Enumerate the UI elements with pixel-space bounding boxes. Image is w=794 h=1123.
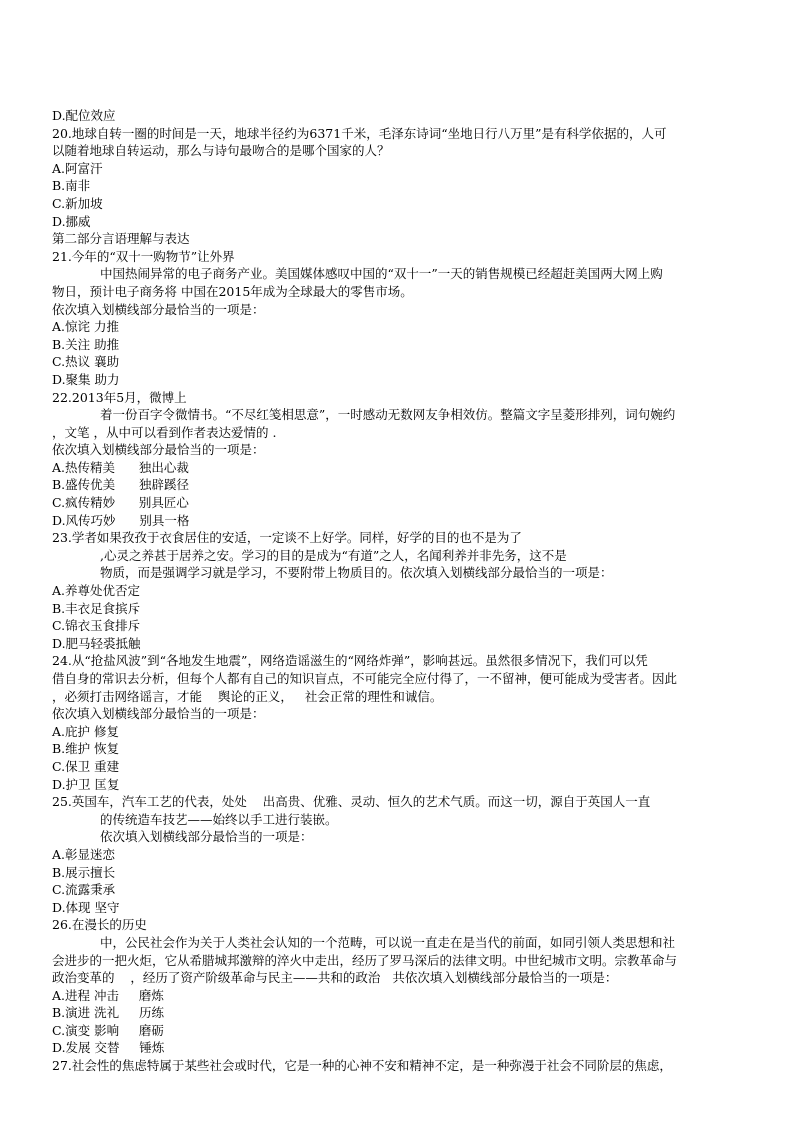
option-line: D.风传巧妙 别具一格: [52, 512, 190, 528]
option-line: A.阿富汗: [52, 160, 103, 176]
instruction-line: 依次填入划横线部分最恰当的一项是：: [52, 442, 265, 458]
question-line: 22.2013年5月，微博上: [52, 389, 187, 405]
passage-line: 着一份百字令微情书。“不尽红笺相思意”，一时感动无数网友争相效仿。整篇文字呈菱形排列，词句婉约: [100, 407, 676, 423]
passage-line: 的传统造车技艺——始终以手工进行装嵌。: [100, 811, 338, 827]
question-line: 23.学者如果孜孜于衣食居住的安适，一定谈不上好学。同样，好学的目的也不是为了: [52, 530, 522, 546]
option-line: C.热议 襄助: [52, 354, 120, 370]
question-line: 20.地球自转一圈的时间是一天，地球半径约为6371千米，毛泽东诗词“坐地日行八万里”是有科学依据的，人可: [52, 125, 667, 141]
option-line: B.展示擅长: [52, 864, 116, 880]
option-line: C.演变 影响 磨砺: [52, 1022, 164, 1038]
question-line: 以随着地球自转运动，那么与诗句最吻合的是哪个国家的人？: [52, 143, 390, 159]
option-line: D.体现 坚守: [52, 899, 120, 915]
passage-line: 会进步的一把火炬，它从希腊城邦激辩的淬火中走出，经历了罗马深后的法律文明。中世纪城市文明。宗教革命与: [52, 952, 678, 968]
passage-line: 中国热闹异常的电子商务产业。美国媒体感叹中国的“双十一”一天的销售规模已经超赶美国两大网上购: [100, 266, 663, 282]
passage-line: ,心灵之养甚于居养之安。学习的目的是成为“有道”之人，名闻利养并非先务，这不是: [100, 547, 567, 563]
passage-line: ，文笔 ，从中可以看到作者表达爱情的 .: [52, 424, 277, 440]
document-page: [52, 107, 752, 1075]
option-line: A.彰显迷恋: [52, 846, 116, 862]
option-line: C.流露秉承: [52, 882, 116, 898]
passage-line: 物日，预计电子商务将 中国在2015年成为全球最大的零售市场。: [52, 283, 413, 299]
option-line: B.盛传优美 独辟蹊径: [52, 477, 189, 493]
option-line: D.配位效应: [52, 108, 116, 123]
instruction-line: 依次填入划横线部分最恰当的一项是：: [52, 706, 265, 722]
option-line: D.聚集 助力: [52, 371, 120, 387]
question-line: 27.社会性的焦虑特属于某些社会或时代，它是一种的心神不安和精神不定，是一种弥漫于社会不同阶层的焦虑，: [52, 1058, 672, 1074]
option-line: B.维护 恢复: [52, 741, 120, 757]
question-line: 21.今年的“双十一购物节”让外界: [52, 248, 235, 264]
question-line: 24.从“抢盐风波”到“各地发生地震”，网络造谣滋生的“网络炸弹”，影响甚远。虽然很多情况下，我们可以凭: [52, 653, 648, 669]
question-line: 26.在漫长的历史: [52, 917, 147, 933]
instruction-line: 依次填入划横线部分最恰当的一项是：: [52, 301, 265, 317]
option-line: D.肥马轻裘抵触: [52, 635, 141, 651]
section-heading: 第二部分言语理解与表达: [52, 231, 190, 247]
option-line: C.新加坡: [52, 195, 103, 211]
passage-line: ，必须打击网络谣言，才能 舆论的正义， 社会正常的理性和诚信。: [52, 688, 443, 704]
option-line: C.保卫 重建: [52, 758, 120, 774]
option-line: A.惊诧 力推: [52, 319, 119, 335]
passage-line: 借自身的常识去分析，但每个人都有自己的知识盲点，不可能完全应付得了，一不留神，便可能成为受害者。因此: [52, 671, 678, 686]
option-line: B.演进 洗礼 历练: [52, 1005, 164, 1021]
instruction-line: 依次填入划横线部分最恰当的一项是：: [100, 829, 313, 845]
passage-line: 中，公民社会作为关于人类社会认知的一个范畴，可以说一直走在是当代的前面，如同引领人类思想和社: [100, 934, 676, 950]
option-line: B.丰衣足食摈斥: [52, 600, 141, 616]
option-line: A.养尊处优否定: [52, 583, 141, 599]
passage-line: 物质，而是强调学习就是学习，不要附带上物质目的。依次填入划横线部分最恰当的一项是：: [100, 565, 613, 581]
option-line: B.南非: [52, 178, 91, 194]
option-line: C.疯传精妙 别具匠心: [52, 495, 189, 511]
option-line: A.庇护 修复: [52, 723, 119, 739]
passage-line: 政治变革的 ，经历了资产阶级革命与民主——共和的政治 共依次填入划横线部分最恰当的一项是：: [52, 970, 618, 986]
option-line: B.关注 助推: [52, 336, 120, 352]
option-line: D.挪威: [52, 213, 91, 229]
option-line: D.发展 交替 锤炼: [52, 1040, 165, 1056]
question-line: 25.英国车，汽车工艺的代表，处处 出高贵、优雅、灵动、恒久的艺术气质。而这一切，源自于英国人一直: [52, 794, 651, 810]
option-line: D.护卫 匡复: [52, 776, 120, 792]
option-line: C.锦衣玉食排斥: [52, 618, 141, 634]
option-line: A.热传精美 独出心裁: [52, 459, 189, 475]
option-line: A.进程 冲击 磨炼: [52, 987, 164, 1003]
